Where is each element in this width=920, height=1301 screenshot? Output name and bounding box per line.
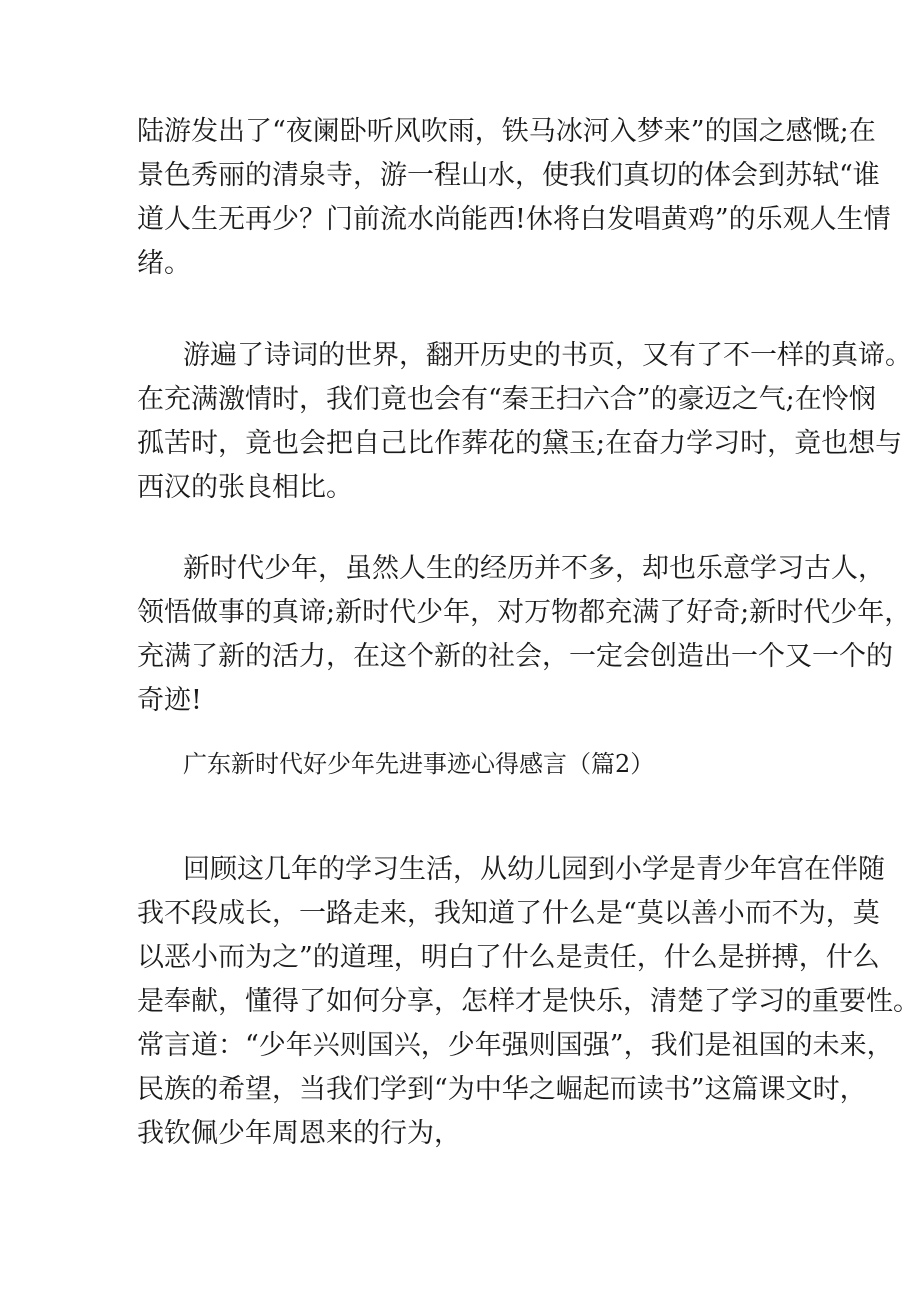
paragraph-line: 我不段成长，一路走来，我知道了什么是“莫以善小而不为，莫 [137,898,880,929]
paragraph-line: 奇迹! [137,685,202,716]
paragraph-line: 绪。 [137,248,191,279]
paragraph-line: 景色秀丽的清泉寺，游一程山水，使我们真切的体会到苏轼“谁 [137,160,880,191]
paragraph-line: 以恶小而为之”的道理，明白了什么是责任，什么是拼搏，什么 [137,942,880,973]
paragraph-line: 充满了新的活力，在这个新的社会，一定会创造出一个又一个的 [137,641,893,672]
paragraph-line: 常言道：“少年兴则国兴，少年强则国强”，我们是祖国的未来， [137,1030,894,1061]
paragraph-line: 陆游发出了“夜阑卧听风吹雨，铁马冰河入梦来”的国之感慨;在 [137,116,876,147]
section-heading: 广东新时代好少年先进事迹心得感言（篇2） [183,750,655,778]
paragraph-line: 我钦佩少年周恩来的行为， [137,1118,461,1149]
paragraph-line: 西汉的张良相比。 [137,472,353,503]
paragraph-4 [137,848,920,1156]
paragraph-line: 民族的希望，当我们学到“为中华之崛起而读书”这篇课文时， [137,1074,867,1105]
paragraph-line: 道人生无再少？门前流水尚能西!休将白发唱黄鸡”的乐观人生情 [137,204,891,235]
paragraph-line: 回顾这几年的学习生活，从幼儿园到小学是青少年宫在伴随 [183,854,885,885]
paragraph-1 [137,110,891,286]
paragraph-line: 在充满激情时，我们竟也会有“秦王扫六合”的豪迈之气;在怜悯 [137,384,876,415]
paragraph-line: 游遍了诗词的世界，翻开历史的书页，又有了不一样的真谛。 [183,340,912,371]
paragraph-3 [137,547,912,723]
paragraph-line: 新时代少年，虽然人生的经历并不多，却也乐意学习古人， [183,553,885,584]
paragraph-line: 孤苦时，竟也会把自己比作葬花的黛玉;在奋力学习时，竟也想与 [137,428,903,459]
paragraph-2 [137,334,912,510]
paragraph-line: 领悟做事的真谛;新时代少年，对万物都充满了好奇;新时代少年， [137,597,912,628]
paragraph-line: 是奉献，懂得了如何分享，怎样才是快乐，清楚了学习的重要性。 [137,986,920,1017]
